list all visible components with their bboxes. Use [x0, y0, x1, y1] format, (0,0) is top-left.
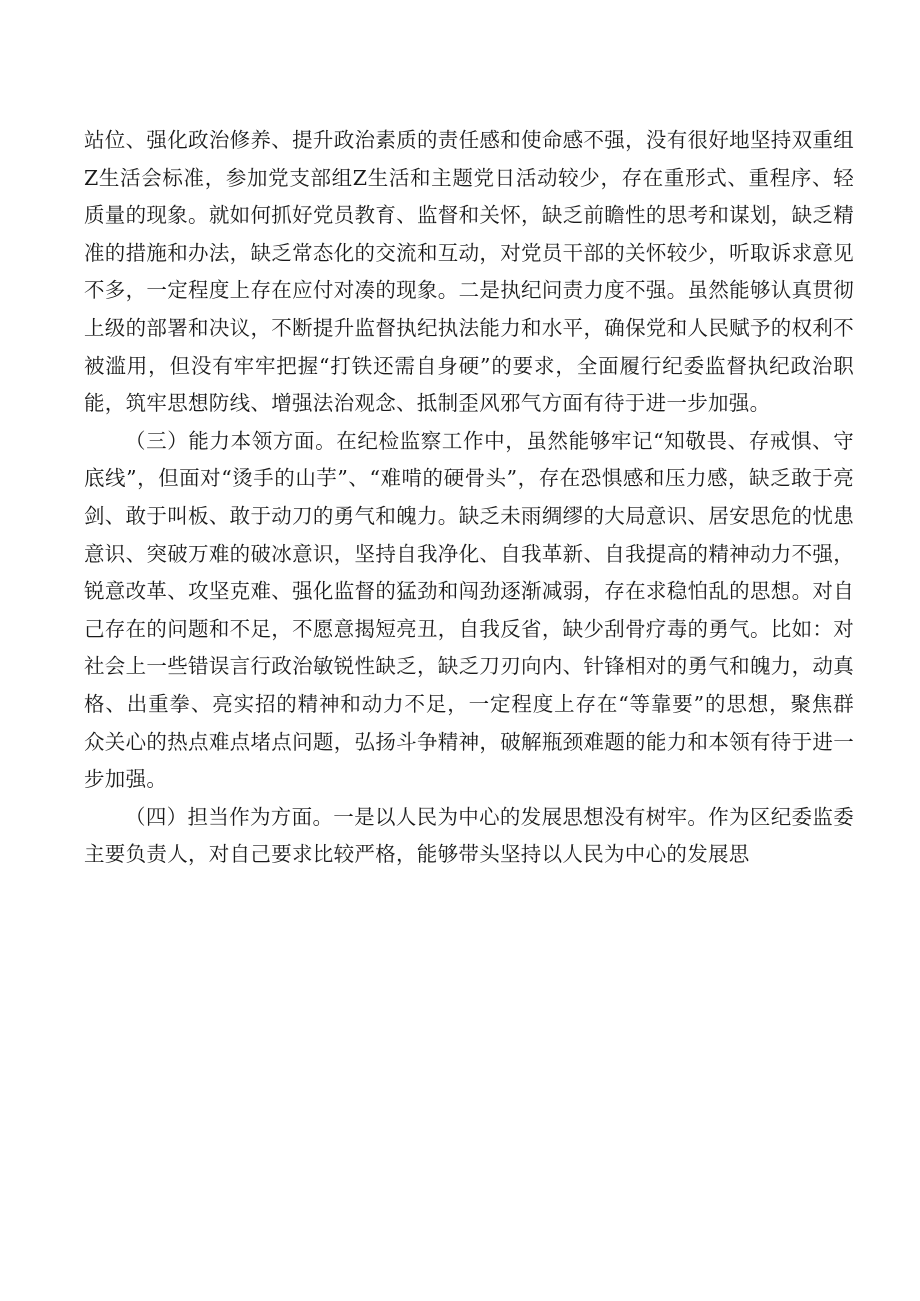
paragraph-continuation: 站位、强化政治修养、提升政治素质的责任感和使命感不强，没有很好地坚持双重组Z生活会标准，参加党支部组Z生活和主题党日活动较少，存在重形式、重程序、轻质量的现象。就如何抓好党员教育、监督和关怀，缺乏前瞻性的思考和谋划，缺乏精准的措施和办法，缺乏常态化的交流和互动，对党员干部的关怀较少，听取诉求意见不多，一定程度上存在应付对凑的现象。二是执纪问责力度不强。虽然能够认真贯彻上级的部署和决议，不断提升监督执纪执法能力和水平，确保党和人民赋予的权利不被滥用，但没有牢牢把握“打铁还需自身硬”的要求，全面履行纪委监督执纪政治职能，筑牢思想防线、增强法治观念、抵制歪风邪气方面有待于进一步加强。: [84, 128, 854, 416]
document-body: [84, 122, 854, 874]
paragraph-ability-section: （三）能力本领方面。在纪检监察工作中，虽然能够牢记“知敬畏、存戒惧、守底线”，但面对“烫手的山芋”、“难啃的硬骨头”，存在恐惧感和压力感，缺乏敢于亮剑、敢于叫板、敢于动刀的勇气和魄力。缺乏未雨绸缪的大局意识、居安思危的忧患意识、突破万难的破冰意识，坚持自我净化、自我革新、自我提高的精神动力不强，锐意改革、攻坚克难、强化监督的猛劲和闯劲逐渐减弱，存在求稳怕乱的思想。对自己存在的问题和不足，不愿意揭短亮丑，自我反省，缺少刮骨疗毒的勇气。比如：对社会上一些错误言行政治敏锐性缺乏，缺乏刀刃向内、针锋相对的勇气和魄力，动真格、出重拳、亮实招的精神和动力不足，一定程度上存在“等靠要”的思想，聚焦群众关心的热点难点堵点问题，弘扬斗争精神，破解瓶颈难题的能力和本领有待于进一步加强。: [84, 428, 854, 792]
paragraph-responsibility-section: （四）担当作为方面。一是以人民为中心的发展思想没有树牢。作为区纪委监委主要负责人，对自己要求比较严格，能够带头坚持以人民为中心的发展思: [84, 804, 854, 867]
